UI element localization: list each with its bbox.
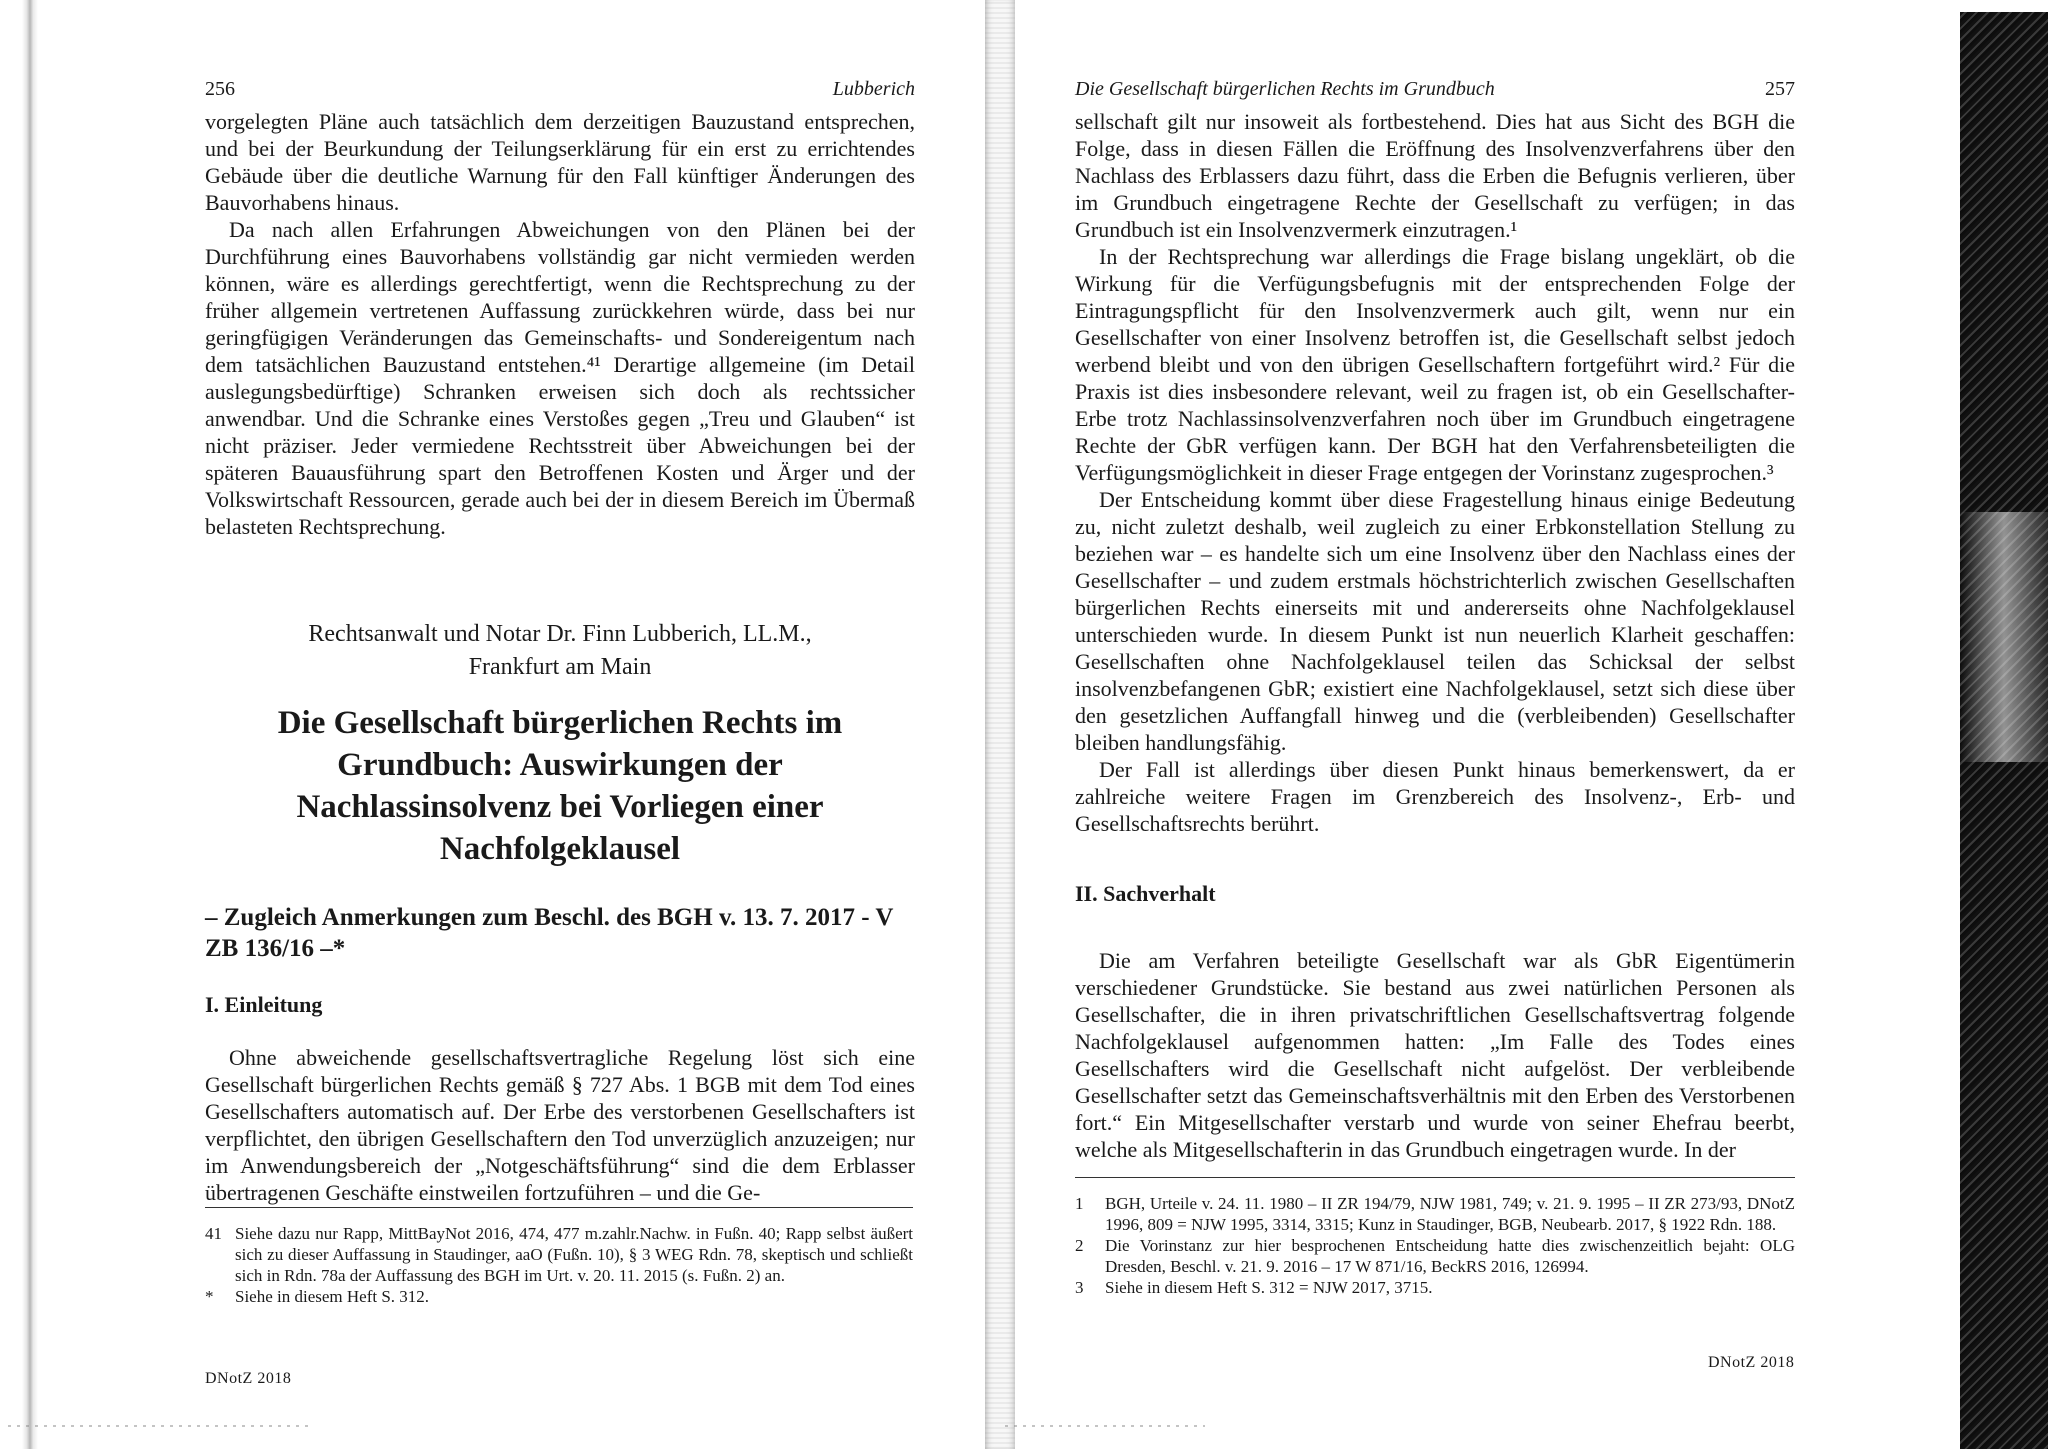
- page-number-right: 257: [1765, 78, 1795, 100]
- footnote: [205, 1286, 913, 1307]
- section-heading-introduction: I. Einleitung: [205, 992, 323, 1017]
- folio-right: DNotZ 2018: [1708, 1354, 1795, 1371]
- facts-text: [1075, 947, 1795, 1163]
- article-header: [205, 618, 915, 870]
- paragraph: Die am Verfahren beteiligte Gesellschaft war als GbR Eigentümerin verschiedener Grundstücke. Sie bestand aus zwei natürlichen Personen als Gesellschafter, die in ihren privatschriftlichen Gesellschaftsvertrag folgende Nachfolgeklausel aufgenommen hatten: „Im Falle des Todes eines Gesellschafters wird die Gesellschaft nicht aufgelöst. Der verbleibende Gesellschafter setzt das Gemeinschaftsverhältnis mit den Erben des Verstorbenen fort.“ Ein Mitgesellschafter verstarb und wurde von seiner Ehefrau beerbt, welche als Mitgesellschafterin in das Grundbuch eingetragen wurde. In der: [1075, 948, 1795, 1162]
- footnote-text: Die Vorinstanz zur hier besprochenen Entscheidung hatte dies zwischenzeitlich bejaht: OLG Dresden, Beschl. v. 21. 9. 2016 – 17 W 871/16, BeckRS 2016, 126994.: [1105, 1236, 1795, 1276]
- paragraph: sellschaft gilt nur insoweit als fortbestehend. Dies hat aus Sicht des BGH die Folge, dass in diesen Fällen die Eröffnung des Insolvenzverfahrens über den Nachlass des Erblassers dazu führt, dass die Erben die Befugnis verlieren, über im Grundbuch eingetragene Rechte der Gesellschaft zu verfügen; in das Grundbuch ist ein Insolvenzvermerk einzutragen.¹: [1075, 109, 1795, 242]
- footnote-text: BGH, Urteile v. 24. 11. 1980 – II ZR 194/79, NJW 1981, 749; v. 21. 9. 1995 – II ZR 273/93, DNotZ 1996, 809 = NJW 1995, 3314, 3315; Kunz in Staudinger, BGB, Neubearb. 2017, § 1922 Rdn. 188.: [1105, 1194, 1795, 1234]
- scan-noise-bottom-left: [8, 1425, 308, 1427]
- footnote-number: *: [205, 1287, 214, 1306]
- running-head-author: Lubberich: [832, 78, 915, 100]
- scan-binding-shadow-left: [22, 0, 38, 1449]
- paragraph: Der Fall ist allerdings über diesen Punkt hinaus bemerkenswert, da er zahlreiche weitere Fragen im Grenzbereich des Insolvenz-, Erb- und Gesellschaftsrechts berührt.: [1075, 757, 1795, 836]
- footnote-number: 41: [205, 1224, 222, 1243]
- paragraph: Da nach allen Erfahrungen Abweichungen von den Plänen bei der Durchführung eines Bauvorhabens vollständig gar nicht vermieden werden können, wäre es allerdings gerechtfertigt, wenn die Rechtsprechung zu der früher allgemein vertretenen Auffassung zurückkehren würde, dass bei nur geringfügigen Veränderungen das Gemeinschafts- und Sondereigentum nach dem tatsächlichen Bauzustand entstehen.⁴¹ Derartige allgemeine (im Detail auslegungsbedürftige) Schranken erweisen sich doch als rechtssicher anwendbar. Und die Schranke eines Verstoßes gegen „Treu und Glauben“ ist nicht präziser. Jeder vermiedene Rechtsstreit über Abweichungen bei der späteren Bauausführung spart den Betroffenen Kosten und Ärger und der Volkswirtschaft Ressourcen, gerade auch bei der in diesem Bereich im Übermaß belasteten Rechtsprechung.: [205, 217, 915, 539]
- footnote-rule-left: [205, 1207, 913, 1208]
- paragraph: Ohne abweichende gesellschaftsvertragliche Regelung löst sich eine Gesellschaft bürgerlichen Rechts gemäß § 727 Abs. 1 BGB mit dem Tod eines Gesellschafters automatisch auf. Der Erbe des verstorbenen Gesellschafters ist verpflichtet, den übrigen Gesellschaftern den Tod unverzüglich anzuzeigen; nur im Anwendungsbereich der „Notgeschäftsführung“ sind die dem Erblasser übertragenen Geschäfte einstweilen fortzuführen – und die Ge-: [205, 1045, 915, 1205]
- book-gutter: [985, 0, 1015, 1449]
- footnote-text: Siehe dazu nur Rapp, MittBayNot 2016, 474, 477 m.zahlr.Nachw. in Fußn. 40; Rapp selbst äußert sich zu dieser Auffassung in Staudinger, aaO (Fußn. 10), § 3 WEG Rdn. 78, skeptisch und schließt sich in Rdn. 78a der Auffassung des BGH im Urt. v. 20. 11. 2015 (s. Fußn. 2) an.: [235, 1224, 913, 1285]
- left-body-text: [205, 108, 915, 540]
- running-head-right: [1075, 78, 1795, 108]
- footnote: [1075, 1235, 1795, 1277]
- footnote-number: 1: [1075, 1194, 1084, 1213]
- footnote: [1075, 1193, 1795, 1235]
- running-head-left: [205, 78, 915, 108]
- introduction-text: [205, 1044, 915, 1206]
- footnotes-right: [1075, 1193, 1795, 1298]
- footnotes-left: [205, 1223, 913, 1307]
- author-location: Frankfurt am Main: [468, 654, 652, 680]
- footnote: [1075, 1277, 1795, 1298]
- author-affiliation: Rechtsanwalt und Notar Dr. Finn Lubberich, LL.M.,: [308, 621, 812, 647]
- left-page: [205, 78, 915, 1206]
- article-title: Die Gesellschaft bürgerlichen Rechts im Grundbuch: Auswirkungen der Nachlassinsolvenz bei Vorliegen einer Nachfolgeklausel: [277, 705, 843, 867]
- footnote-text: Siehe in diesem Heft S. 312.: [235, 1287, 430, 1306]
- section-heading-facts: II. Sachverhalt: [1075, 881, 1216, 906]
- footnote-number: 2: [1075, 1236, 1084, 1255]
- footnote-rule-right: [1075, 1177, 1795, 1178]
- footnote-number: 3: [1075, 1278, 1084, 1297]
- right-page: [1075, 78, 1795, 1163]
- page-number-left: 256: [205, 78, 235, 100]
- paragraph: In der Rechtsprechung war allerdings die Frage bislang ungeklärt, ob die Wirkung für die Verfügungsbefugnis mit der entsprechenden Folge der Eintragungspflicht für den Insolvenzvermerk auch gilt, wenn nur ein Gesellschafter von einer Insolvenz betroffen ist, die Gesellschaft selbst jedoch werbend bleibt und von den übrigen Gesellschaftern fortgeführt wird.² Für die Praxis ist dies insbesondere relevant, weil zu fragen ist, ob ein Gesellschafter-Erbe trotz Nachlassinsolvenzverfahren noch über im Grundbuch eingetragene Rechte der GbR verfügen kann. Der BGH hat den Verfahrensbeteiligten die Verfügungsmöglichkeit in dieser Frage entgegen der Vorinstanz zugesprochen.³: [1075, 244, 1795, 485]
- footnote-text: Siehe in diesem Heft S. 312 = NJW 2017, 3715.: [1105, 1278, 1433, 1297]
- running-head-title: Die Gesellschaft bürgerlichen Rechts im Grundbuch: [1075, 78, 1495, 100]
- right-body-text: [1075, 108, 1795, 837]
- paragraph: Der Entscheidung kommt über diese Fragestellung hinaus einige Bedeutung zu, nicht zuletzt deshalb, weil zugleich zu einer Erbkonstellation Stellung zu beziehen war – es handelte sich um eine Insolvenz über den Nachlass eines der Gesellschafter – und zudem erstmals höchstrichterlich zwischen Gesellschaften bürgerlichen Rechts einerseits mit und andererseits ohne Nachfolgeklausel unterschieden wurde. In diesem Punkt ist nun neuerlich Klarheit geschaffen: Gesellschaften ohne Nachfolgeklausel teilen das Schicksal der selbst insolvenzbefangenen GbR; existiert eine Nachfolgeklausel, setzt sich diese über den gesetzlichen Auffangfall hinweg und die (verbleibenden) Gesellschafter bleiben handlungsfähig.: [1075, 487, 1795, 755]
- article-subtitle: – Zugleich Anmerkungen zum Beschl. des BGH v. 13. 7. 2017 - V ZB 136/16 –*: [205, 904, 894, 962]
- scan-noise-bottom-mid: [1005, 1425, 1205, 1427]
- folio-left: DNotZ 2018: [205, 1370, 292, 1387]
- scan-page-edge-right: [1960, 12, 2048, 1449]
- paragraph: vorgelegten Pläne auch tatsächlich dem derzeitigen Bauzustand entsprechen, und bei der Beurkundung der Teilungserklärung für ein erst zu errichtendes Gebäude über die deutliche Warnung für den Fall künftiger Änderungen des Bauvorhabens hinaus.: [205, 109, 915, 215]
- footnote: [205, 1223, 913, 1286]
